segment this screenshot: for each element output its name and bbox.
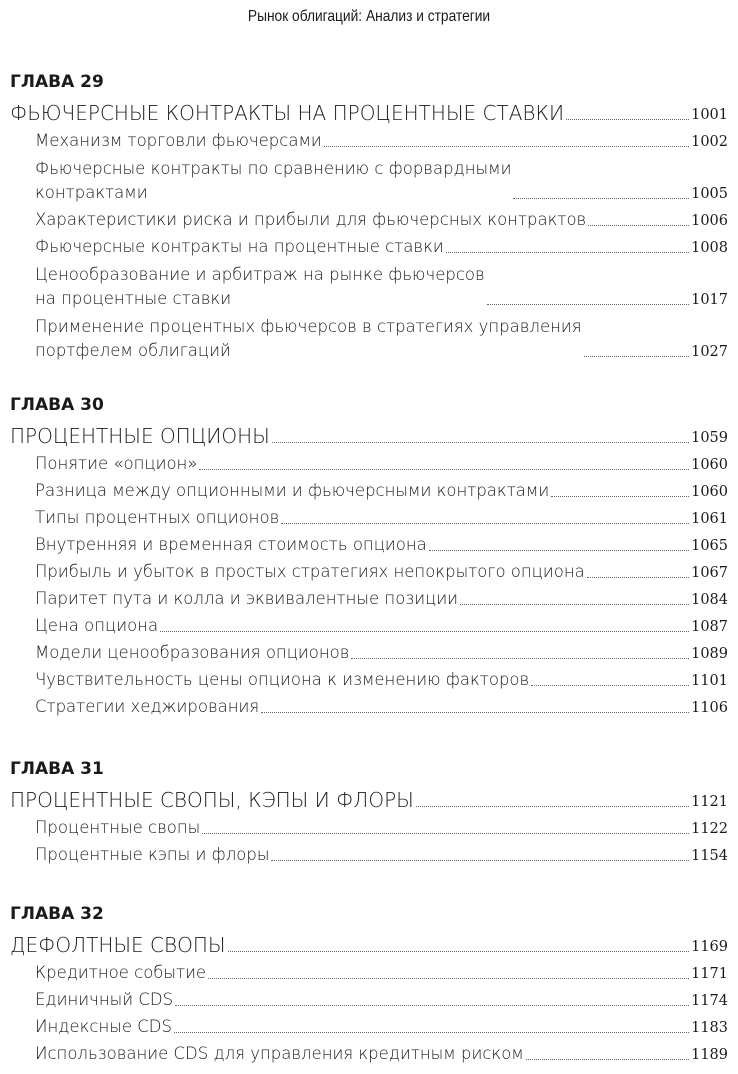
dot-leader [261,712,689,713]
dot-leader [566,119,689,120]
section-entry[interactable] [10,1039,728,1066]
section-title-line: контрактами [35,183,148,202]
section-entry[interactable] [10,311,728,363]
dot-leader [271,860,689,861]
section-title: Чувствительность цены опциона к изменению факторов [35,670,530,689]
section-title-line: Применение процентных фьючерсов в стратегиях управления [35,317,582,336]
page-number: 1002 [691,134,728,150]
chapter-title-entry[interactable] [10,96,728,126]
dot-leader [487,304,689,305]
page-number: 1061 [691,511,728,527]
section-entry[interactable] [10,476,728,503]
page-number: 1089 [691,646,728,662]
section-title-line: Фьючерсные контракты по сравнению с форвардными [35,159,512,178]
page-number: 1174 [691,993,728,1009]
page-number: 1169 [691,939,728,955]
section-title [35,263,485,311]
section-entry[interactable] [10,958,728,985]
section-entry[interactable] [10,692,728,719]
dot-leader [513,198,689,199]
section-entry[interactable] [10,153,728,205]
section-title: Кредитное событие [35,963,207,982]
chapter-title: ДЕФОЛТНЫЕ СВОПЫ [10,933,226,957]
dot-leader [460,604,689,605]
chapter-32 [10,902,728,1066]
dot-leader [324,146,689,147]
section-entry[interactable] [10,665,728,692]
section-entry[interactable] [10,259,728,311]
section-title: Единичный CDS [35,990,174,1009]
section-entry[interactable] [10,1012,728,1039]
chapter-label: ГЛАВА 31 [10,759,104,779]
running-head: Рынок облигаций: Анализ и стратегии [247,8,491,25]
page-number: 1060 [691,457,728,473]
page-number: 1121 [691,794,728,810]
page-number: 1017 [691,292,728,308]
dot-leader [202,833,689,834]
dot-leader [584,356,690,357]
dot-leader [429,550,689,551]
chapter-29 [10,70,728,363]
section-title: Индексные CDS [35,1017,172,1036]
section-title: Стратегии хеджирования [35,697,260,716]
section-entry[interactable] [10,503,728,530]
page-number: 1189 [691,1047,728,1063]
dot-leader [199,469,689,470]
section-title: Процентные свопы [35,818,201,837]
dot-leader [446,252,689,253]
page-number: 1106 [691,700,728,716]
dot-leader [272,442,689,443]
chapter-31 [10,757,728,867]
section-entry[interactable] [10,530,728,557]
chapter-title: ФЬЮЧЕРСНЫЕ КОНТРАКТЫ НА ПРОЦЕНТНЫЕ СТАВКИ [10,101,565,125]
section-entry[interactable] [10,985,728,1012]
section-title: Процентные кэпы и флоры [35,845,270,864]
page-number: 1171 [691,966,728,982]
section-entry[interactable] [10,557,728,584]
dot-leader [588,225,689,226]
section-title [35,315,582,363]
section-title-line: портфелем облигаций [35,341,231,360]
chapter-label: ГЛАВА 30 [10,395,104,415]
section-entry[interactable] [10,813,728,840]
dot-leader [174,1032,689,1033]
chapter-title: ПРОЦЕНТНЫЕ ОПЦИОНЫ [10,424,270,448]
chapter-30 [10,393,728,719]
section-title: Внутренняя и временная стоимость опциона [35,535,427,554]
chapter-title-entry[interactable] [10,783,728,813]
chapter-title: ПРОЦЕНТНЫЕ СВОПЫ, КЭПЫ И ФЛОРЫ [10,788,414,812]
section-entry[interactable] [10,449,728,476]
section-entry[interactable] [10,611,728,638]
section-title: Характеристики риска и прибыли для фьючерсных контрактов [35,210,587,229]
page-number: 1065 [691,538,728,554]
section-entry[interactable] [10,126,728,153]
section-title: Паритет пута и колла и эквивалентные позиции [35,589,459,608]
section-entry[interactable] [10,840,728,867]
chapter-title-entry[interactable] [10,928,728,958]
dot-leader [160,631,689,632]
section-entry[interactable] [10,205,728,232]
section-entry[interactable] [10,638,728,665]
section-title-line: Ценообразование и арбитраж на рынке фьючерсов [35,265,485,284]
dot-leader [281,523,689,524]
section-title: Разница между опционными и фьючерсными контрактами [35,481,550,500]
chapter-label: ГЛАВА 32 [10,904,104,924]
page-number: 1060 [691,484,728,500]
dot-leader [175,1005,689,1006]
page-number: 1101 [691,673,728,689]
page-number: 1005 [691,186,728,202]
section-title-line: на процентные ставки [35,289,232,308]
section-entry[interactable] [10,232,728,259]
section-title: Фьючерсные контракты на процентные ставки [35,237,444,256]
page-number: 1067 [691,565,728,581]
section-title [35,157,511,205]
chapter-label: ГЛАВА 29 [10,72,104,92]
section-title: Механизм торговли фьючерсами [35,131,322,150]
dot-leader [351,658,689,659]
dot-leader [526,1059,689,1060]
section-title: Модели ценообразования опционов [35,643,350,662]
section-title: Цена опциона [35,616,159,635]
dot-leader [587,577,689,578]
page-number: 1001 [691,107,728,123]
page-number: 1154 [691,848,728,864]
page-number: 1027 [691,344,728,360]
dot-leader [531,685,689,686]
page-number: 1183 [691,1020,728,1036]
section-title: Использование CDS для управления кредитным риском [35,1044,524,1063]
page-number: 1008 [691,240,728,256]
dot-leader [208,978,689,979]
chapter-title-entry[interactable] [10,419,728,449]
page-number: 1059 [691,430,728,446]
section-title: Прибыль и убыток в простых стратегиях непокрытого опциона [35,562,585,581]
section-title: Типы процентных опционов [35,508,280,527]
section-entry[interactable] [10,584,728,611]
dot-leader [228,951,690,952]
page-number: 1087 [691,619,728,635]
page-number: 1006 [691,213,728,229]
section-title: Понятие «опцион» [35,454,198,473]
page-number: 1122 [691,821,728,837]
page-number: 1084 [691,592,728,608]
dot-leader [551,496,689,497]
dot-leader [416,806,689,807]
